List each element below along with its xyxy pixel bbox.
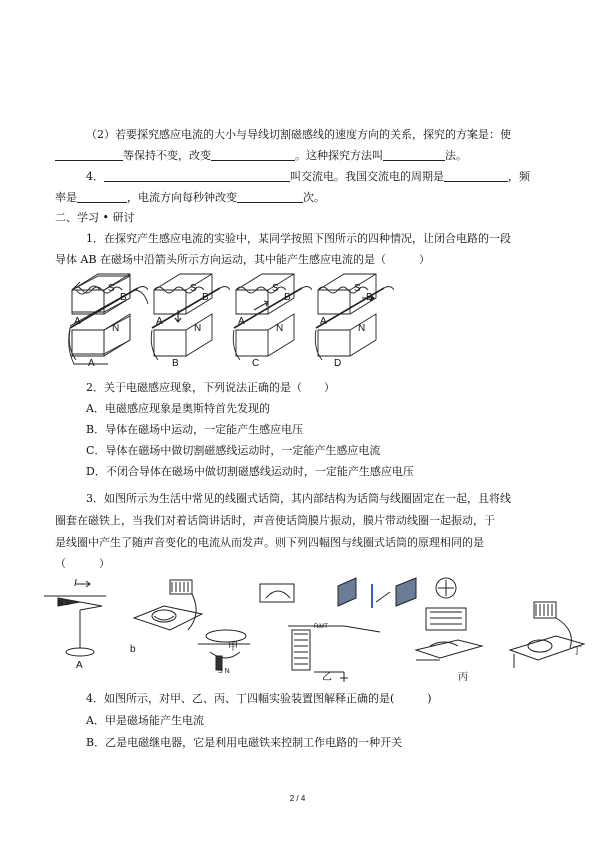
end-b-label: B [366, 292, 373, 303]
q-prev-text-a: （2）若要探究感应电流的大小与导线切割磁感线的速度方向的关系，探究的方案是：使 [86, 128, 511, 141]
end-a-label: A [238, 316, 245, 327]
q3-fig-label-yi: 乙 [322, 672, 332, 683]
end-a-label: A [156, 316, 163, 327]
pole-n-label: N [194, 323, 202, 334]
pole-s-label: S [108, 283, 115, 294]
q4-prev-text-c: 率是 [55, 191, 77, 204]
q-prev-text-b3: 法。 [445, 149, 467, 162]
q1-fig-label-b: B [172, 358, 179, 369]
relay-label: R∂∂T [314, 624, 328, 630]
answer-blank[interactable] [383, 149, 445, 161]
pole-n-label: N [358, 323, 366, 334]
q3-fig-label-b: b [130, 644, 136, 655]
q1-figure-group [68, 268, 388, 372]
page-number: 2 / 4 [289, 794, 306, 803]
q2-option-b: B．导体在磁场中运动，一定能产生感应电压 [86, 423, 304, 436]
end-b-label: B [202, 292, 209, 303]
q3-fig-label-bing: 丙 [458, 672, 468, 683]
q4-prev-text-e: 次。 [303, 191, 325, 204]
q3-fig-label-a: A [76, 660, 83, 671]
q2-option-c: C．导体在磁场中做切割磁感线运动时，一定能产生感应电流 [86, 444, 381, 457]
answer-blank[interactable] [237, 191, 303, 203]
q4-option-a: A．甲是磁场能产生电流 [86, 714, 204, 727]
motor-figure [410, 574, 490, 684]
q4-prev-text-a: 叫交流电。我国交流电的周期是 [290, 170, 444, 183]
q4-option-b: B．乙是电磁继电器，它是利用电磁铁来控制工作电路的一种开关 [86, 736, 403, 749]
q1-fig-label-a: A [88, 358, 95, 369]
q-prev-part2-line2 [55, 149, 467, 163]
q3-stem-line4: （ ） [55, 557, 110, 570]
compass-needle-figure [40, 578, 110, 678]
q4-prev-line2 [55, 191, 325, 205]
q3-stem-line2: 圈套在磁铁上，当我们对着话筒讲话时，声音使话筒膜片振动，膜片带动线圈一起振动，于 [55, 514, 495, 527]
section-heading: 二、学习 • 研讨 [55, 211, 135, 224]
q1-fig-label-d: D [334, 358, 342, 369]
q-prev-text-b2: 。这种探究方法叫 [295, 149, 383, 162]
q3-figure-strip [40, 574, 588, 686]
q4-prev-text-d: ，电流方向每秒钟改变 [127, 191, 237, 204]
pole-s-label: S [190, 283, 197, 294]
answer-blank[interactable] [55, 149, 123, 161]
q4-prev-text-b: ，频 [508, 170, 530, 183]
end-a-label: A [320, 316, 327, 327]
q3-fig-label-jia: 甲 [228, 642, 238, 653]
answer-blank[interactable] [77, 191, 127, 203]
q3-stem-line3: 是线圈中产生了随声音变化的电流从而发声。则下列四幅图与线圈式话筒的原理相同的是 [55, 536, 484, 549]
answer-blank[interactable] [104, 170, 290, 182]
q1-fig-label-c: C [252, 358, 260, 369]
q1-stem-line1: 1．在探究产生感应电流的实验中，某同学按照下图所示的四种情况，让闭合电路的一段 [86, 232, 511, 245]
answer-blank[interactable] [211, 149, 295, 161]
current-i-label: I [74, 578, 77, 589]
meter-figure [258, 582, 298, 606]
pole-n-label: N [112, 323, 120, 334]
q4-stem: 4．如图所示，对甲、乙、丙、丁四幅实验装置图解释正确的是( ) [86, 692, 432, 705]
relay-figure [284, 616, 394, 686]
pole-s-label: S [272, 283, 279, 294]
needle-poles-label: N S [58, 600, 70, 607]
q-prev-part2-line1 [86, 128, 511, 142]
q3-fig-label-ding: 丁 [572, 646, 582, 657]
q-prev-text-b1: 等保持不变，改变 [123, 149, 211, 162]
pole-s-label: S [354, 283, 361, 294]
q2-stem: 2．关于电磁感应现象，下列说法正确的是（ ） [86, 381, 335, 394]
end-a-label: A [74, 316, 81, 327]
q4-prev-number: 4． [86, 170, 104, 183]
q2-option-d: D．不闭合导体在磁场中做切割磁感线运动时，一定能产生感应电压 [86, 465, 414, 478]
end-b-label: B [120, 292, 127, 303]
q2-option-a: A．电磁感应现象是奥斯特首先发现的 [86, 402, 270, 415]
end-b-label: B [284, 292, 291, 303]
q3-stem-line1: 3．如图所示为生活中常见的线圈式话筒，其内部结构为话筒与线圈固定在一起，且将线 [86, 492, 511, 505]
pole-n-label: N [276, 323, 284, 334]
q1-stem-line2: 导体 AB 在磁场中沿箭头所示方向运动，其中能产生感应电流的是（ ） [55, 253, 431, 266]
answer-blank[interactable] [444, 170, 508, 182]
q4-prev-line1 [86, 170, 530, 184]
magnet-poles-label: S N [218, 668, 230, 675]
